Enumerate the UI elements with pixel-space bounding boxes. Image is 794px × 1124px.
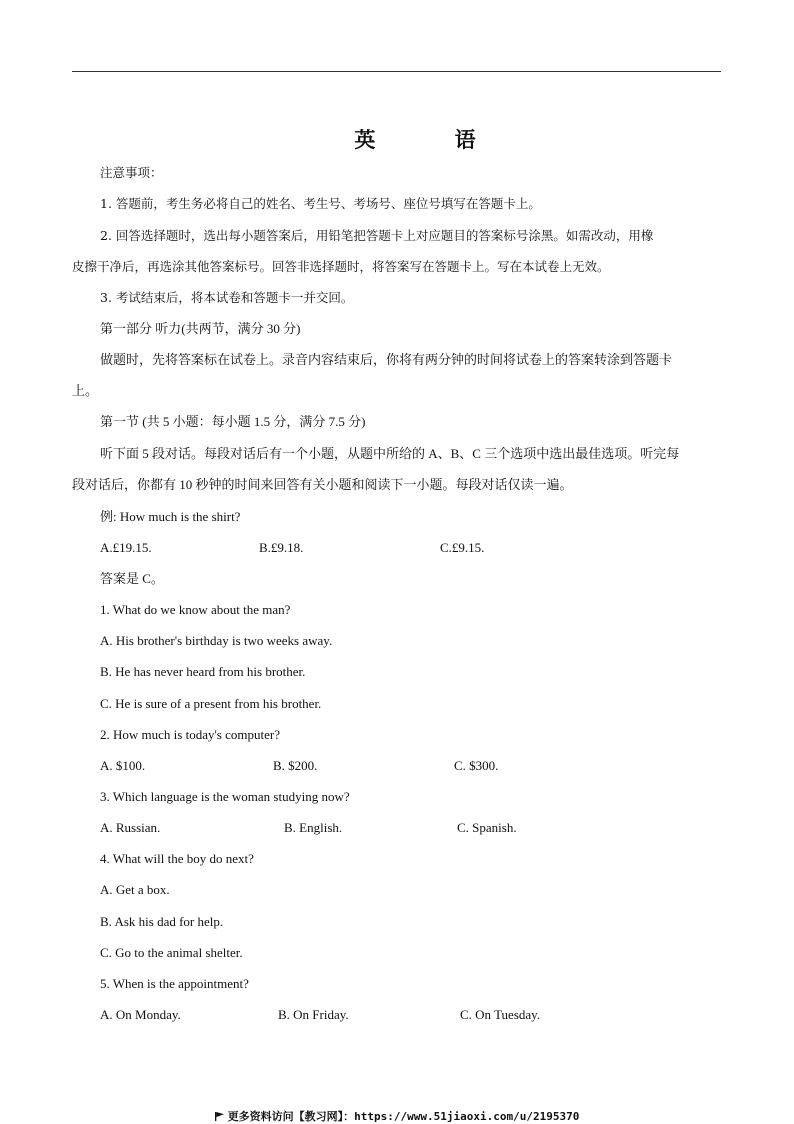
example-answer: 答案是 C。 bbox=[100, 571, 164, 586]
notice-item-2-line-1: 2. 回答选择题时，选出每小题答案后，用铅笔把答题卡上对应题目的答案标号涂黑。如需改动，用橡 bbox=[100, 228, 654, 243]
question-1: 1. What do we know about the man? bbox=[100, 602, 291, 617]
question-1-option-c: C. He is sure of a present from his brother. bbox=[100, 696, 322, 711]
part1-heading: 第一部分 听力(共两节，满分 30 分) bbox=[100, 321, 301, 336]
section1-instruction-line-2: 段对话后，你都有 10 秒钟的时间来回答有关小题和阅读下一小题。每段对话仅读一遍。 bbox=[72, 477, 573, 492]
question-2-option-a: A. $100. bbox=[100, 758, 146, 773]
question-3-option-c: C. Spanish. bbox=[457, 820, 517, 835]
example-option-c: C.£9.15. bbox=[440, 540, 485, 555]
question-5-option-c: C. On Tuesday. bbox=[460, 1007, 541, 1022]
question-4-option-c: C. Go to the animal shelter. bbox=[100, 945, 243, 960]
question-2-option-c: C. $300. bbox=[454, 758, 499, 773]
question-1-option-b: B. He has never heard from his brother. bbox=[100, 664, 306, 679]
question-3-option-b: B. English. bbox=[284, 820, 343, 835]
question-5-option-a: A. On Monday. bbox=[100, 1007, 181, 1022]
example-option-b: B.£9.18. bbox=[259, 540, 304, 555]
notice-item-2-line-2: 皮擦干净后，再选涂其他答案标号。回答非选择题时，将答案写在答题卡上。写在本试卷上无效。 bbox=[72, 259, 610, 274]
question-2-option-b: B. $200. bbox=[273, 758, 318, 773]
notice-heading: 注意事项： bbox=[100, 165, 163, 180]
question-1-option-a: A. His brother's birthday is two weeks away. bbox=[100, 633, 333, 648]
part1-instruction-line-1: 做题时，先将答案标在试卷上。录音内容结束后，你将有两分钟的时间将试卷上的答案转涂到答题卡 bbox=[100, 352, 673, 367]
question-4: 4. What will the boy do next? bbox=[100, 851, 254, 866]
question-2: 2. How much is today's computer? bbox=[100, 727, 280, 742]
flag-icon bbox=[215, 1112, 224, 1121]
footer-link[interactable]: 更多资料访问【教习网】：https://www.51jiaoxi.com/u/2195370 bbox=[227, 1110, 580, 1123]
question-3-option-a: A. Russian. bbox=[100, 820, 161, 835]
question-4-option-a: A. Get a box. bbox=[100, 882, 170, 897]
example-option-a: A.£19.15. bbox=[100, 540, 152, 555]
section1-instruction-line-1: 听下面 5 段对话。每段对话后有一个小题，从题中所给的 A、B、C 三个选项中选出最佳选项。听完每 bbox=[100, 446, 680, 461]
question-4-option-b: B. Ask his dad for help. bbox=[100, 914, 224, 929]
question-5: 5. When is the appointment? bbox=[100, 976, 249, 991]
question-3: 3. Which language is the woman studying now? bbox=[100, 789, 350, 804]
footer bbox=[0, 1108, 794, 1124]
page-title: 英 语 bbox=[354, 127, 512, 152]
question-5-option-b: B. On Friday. bbox=[278, 1007, 349, 1022]
section1-heading: 第一节 (共 5 小题：每小题 1.5 分，满分 7.5 分) bbox=[100, 414, 366, 429]
part1-instruction-line-2: 上。 bbox=[72, 383, 99, 398]
example-question: 例: How much is the shirt? bbox=[100, 509, 241, 524]
notice-item-3: 3. 考试结束后，将本试卷和答题卡一并交回。 bbox=[100, 290, 354, 305]
header-rule bbox=[72, 71, 721, 72]
notice-item-1: 1. 答题前，考生务必将自己的姓名、考生号、考场号、座位号填写在答题卡上。 bbox=[100, 196, 541, 211]
